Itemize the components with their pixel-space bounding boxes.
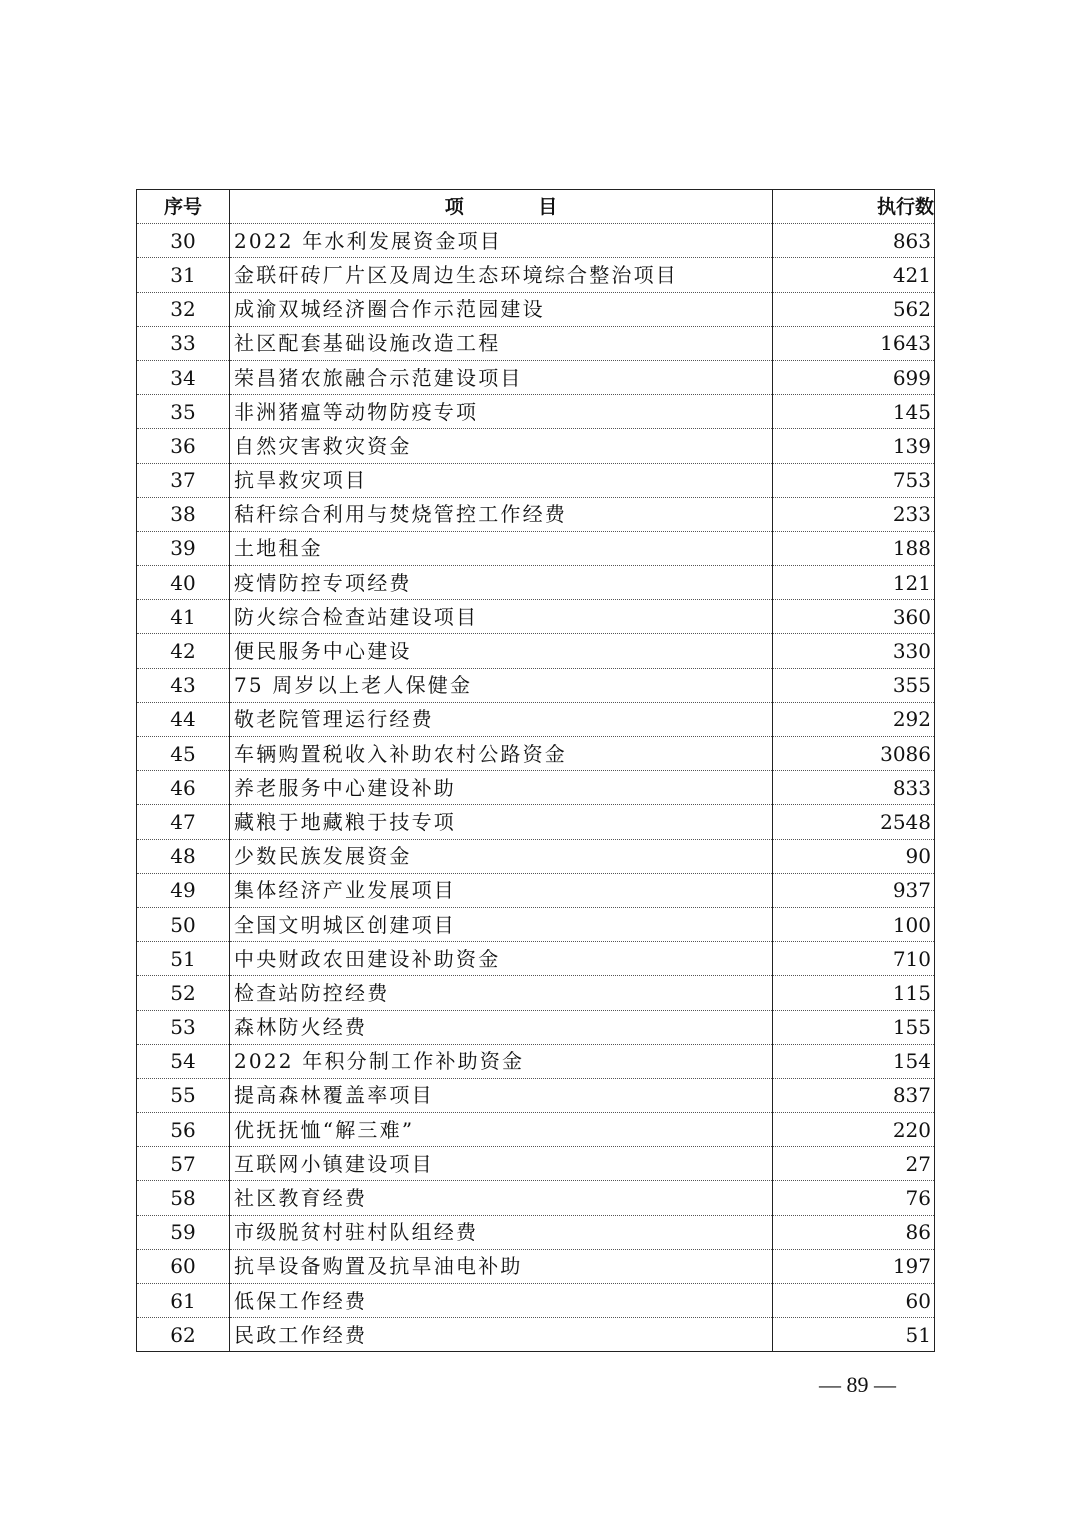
row-project-cell: 便民服务中心建设 (230, 634, 773, 668)
row-index-cell: 45 (137, 737, 230, 771)
row-amount-cell: 60 (773, 1284, 935, 1318)
row-amount-cell: 154 (773, 1044, 935, 1078)
row-index-cell: 46 (137, 771, 230, 805)
row-amount-cell: 2548 (773, 805, 935, 839)
row-index-cell: 35 (137, 395, 230, 429)
table-row (137, 771, 935, 805)
row-amount-cell: 833 (773, 771, 935, 805)
row-index-cell: 44 (137, 702, 230, 736)
table-row (137, 1010, 935, 1044)
budget-table (136, 189, 935, 1352)
table-row (137, 737, 935, 771)
table-row (137, 1147, 935, 1181)
row-amount-cell: 421 (773, 258, 935, 292)
row-index-cell: 40 (137, 566, 230, 600)
table-row (137, 600, 935, 634)
row-amount-cell: 27 (773, 1147, 935, 1181)
table-row (137, 258, 935, 292)
page-number: — 89 — (819, 1372, 896, 1397)
table-row (137, 634, 935, 668)
row-project-cell: 2022 年水利发展资金项目 (230, 224, 773, 258)
row-amount-cell: 155 (773, 1010, 935, 1044)
table-row (137, 1284, 935, 1318)
row-index-cell: 38 (137, 497, 230, 531)
row-index-cell: 59 (137, 1215, 230, 1249)
row-amount-cell: 355 (773, 668, 935, 702)
table-row (137, 839, 935, 873)
row-project-cell: 非洲猪瘟等动物防疫专项 (230, 395, 773, 429)
row-amount-cell: 90 (773, 839, 935, 873)
row-index-cell: 58 (137, 1181, 230, 1215)
table-row (137, 395, 935, 429)
row-project-cell: 森林防火经费 (230, 1010, 773, 1044)
row-amount-cell: 863 (773, 224, 935, 258)
row-amount-cell: 233 (773, 497, 935, 531)
row-project-cell: 抗旱救灾项目 (230, 463, 773, 497)
row-amount-cell: 145 (773, 395, 935, 429)
row-amount-cell: 188 (773, 531, 935, 565)
row-project-cell: 低保工作经费 (230, 1284, 773, 1318)
row-amount-cell: 220 (773, 1113, 935, 1147)
row-index-cell: 30 (137, 224, 230, 258)
row-index-cell: 57 (137, 1147, 230, 1181)
row-project-cell: 优抚抚恤“解三难” (230, 1113, 773, 1147)
row-amount-cell: 699 (773, 360, 935, 394)
row-project-cell: 抗旱设备购置及抗旱油电补助 (230, 1249, 773, 1283)
row-project-cell: 互联网小镇建设项目 (230, 1147, 773, 1181)
row-project-cell: 检查站防控经费 (230, 976, 773, 1010)
table-row (137, 873, 935, 907)
table-row (137, 1249, 935, 1283)
column-header-amount: 执行数 (773, 190, 935, 224)
row-project-cell: 75 周岁以上老人保健金 (230, 668, 773, 702)
row-project-cell: 集体经济产业发展项目 (230, 873, 773, 907)
row-index-cell: 60 (137, 1249, 230, 1283)
row-index-cell: 52 (137, 976, 230, 1010)
row-project-cell: 敬老院管理运行经费 (230, 702, 773, 736)
row-index-cell: 53 (137, 1010, 230, 1044)
table-row (137, 1181, 935, 1215)
row-project-cell: 车辆购置税收入补助农村公路资金 (230, 737, 773, 771)
row-index-cell: 32 (137, 292, 230, 326)
table-row (137, 360, 935, 394)
row-project-cell: 中央财政农田建设补助资金 (230, 942, 773, 976)
table-row (137, 292, 935, 326)
row-amount-cell: 330 (773, 634, 935, 668)
row-project-cell: 少数民族发展资金 (230, 839, 773, 873)
row-amount-cell: 837 (773, 1078, 935, 1112)
table-row (137, 1044, 935, 1078)
row-index-cell: 42 (137, 634, 230, 668)
row-index-cell: 37 (137, 463, 230, 497)
row-amount-cell: 1643 (773, 326, 935, 360)
row-amount-cell: 76 (773, 1181, 935, 1215)
row-index-cell: 54 (137, 1044, 230, 1078)
row-project-cell: 土地租金 (230, 531, 773, 565)
row-project-cell: 疫情防控专项经费 (230, 566, 773, 600)
row-index-cell: 48 (137, 839, 230, 873)
row-project-cell: 全国文明城区创建项目 (230, 907, 773, 941)
row-project-cell: 自然灾害救灾资金 (230, 429, 773, 463)
row-amount-cell: 562 (773, 292, 935, 326)
table-body (137, 224, 935, 1352)
row-amount-cell: 51 (773, 1318, 935, 1352)
row-index-cell: 33 (137, 326, 230, 360)
row-index-cell: 43 (137, 668, 230, 702)
table-row (137, 976, 935, 1010)
row-project-cell: 藏粮于地藏粮于技专项 (230, 805, 773, 839)
table-row (137, 463, 935, 497)
row-index-cell: 39 (137, 531, 230, 565)
row-amount-cell: 753 (773, 463, 935, 497)
row-index-cell: 49 (137, 873, 230, 907)
column-header-project: 项 目 (230, 190, 773, 224)
table-row (137, 1215, 935, 1249)
row-index-cell: 31 (137, 258, 230, 292)
table-row (137, 326, 935, 360)
row-project-cell: 社区配套基础设施改造工程 (230, 326, 773, 360)
row-project-cell: 市级脱贫村驻村队组经费 (230, 1215, 773, 1249)
row-index-cell: 55 (137, 1078, 230, 1112)
row-amount-cell: 292 (773, 702, 935, 736)
table-row (137, 702, 935, 736)
row-project-cell: 养老服务中心建设补助 (230, 771, 773, 805)
row-project-cell: 荣昌猪农旅融合示范建设项目 (230, 360, 773, 394)
table-row (137, 907, 935, 941)
row-amount-cell: 197 (773, 1249, 935, 1283)
table-row (137, 531, 935, 565)
row-index-cell: 61 (137, 1284, 230, 1318)
row-project-cell: 2022 年积分制工作补助资金 (230, 1044, 773, 1078)
row-amount-cell: 937 (773, 873, 935, 907)
table-row (137, 1078, 935, 1112)
column-header-index: 序号 (137, 190, 230, 224)
row-project-cell: 秸秆综合利用与焚烧管控工作经费 (230, 497, 773, 531)
row-index-cell: 62 (137, 1318, 230, 1352)
row-project-cell: 提高森林覆盖率项目 (230, 1078, 773, 1112)
table-row (137, 805, 935, 839)
row-index-cell: 50 (137, 907, 230, 941)
row-amount-cell: 139 (773, 429, 935, 463)
table-row (137, 1318, 935, 1352)
table-row (137, 1113, 935, 1147)
table-row (137, 942, 935, 976)
row-amount-cell: 100 (773, 907, 935, 941)
row-index-cell: 34 (137, 360, 230, 394)
table-row (137, 566, 935, 600)
row-amount-cell: 121 (773, 566, 935, 600)
row-amount-cell: 115 (773, 976, 935, 1010)
row-project-cell: 防火综合检查站建设项目 (230, 600, 773, 634)
table-row (137, 668, 935, 702)
row-amount-cell: 86 (773, 1215, 935, 1249)
row-amount-cell: 360 (773, 600, 935, 634)
row-index-cell: 56 (137, 1113, 230, 1147)
row-amount-cell: 3086 (773, 737, 935, 771)
row-project-cell: 成渝双城经济圈合作示范园建设 (230, 292, 773, 326)
row-amount-cell: 710 (773, 942, 935, 976)
table-row (137, 224, 935, 258)
table-row (137, 497, 935, 531)
row-project-cell: 民政工作经费 (230, 1318, 773, 1352)
header-row (137, 190, 935, 224)
table-header (137, 190, 935, 224)
row-index-cell: 41 (137, 600, 230, 634)
table-row (137, 429, 935, 463)
row-project-cell: 金联矸砖厂片区及周边生态环境综合整治项目 (230, 258, 773, 292)
row-project-cell: 社区教育经费 (230, 1181, 773, 1215)
row-index-cell: 36 (137, 429, 230, 463)
row-index-cell: 47 (137, 805, 230, 839)
row-index-cell: 51 (137, 942, 230, 976)
